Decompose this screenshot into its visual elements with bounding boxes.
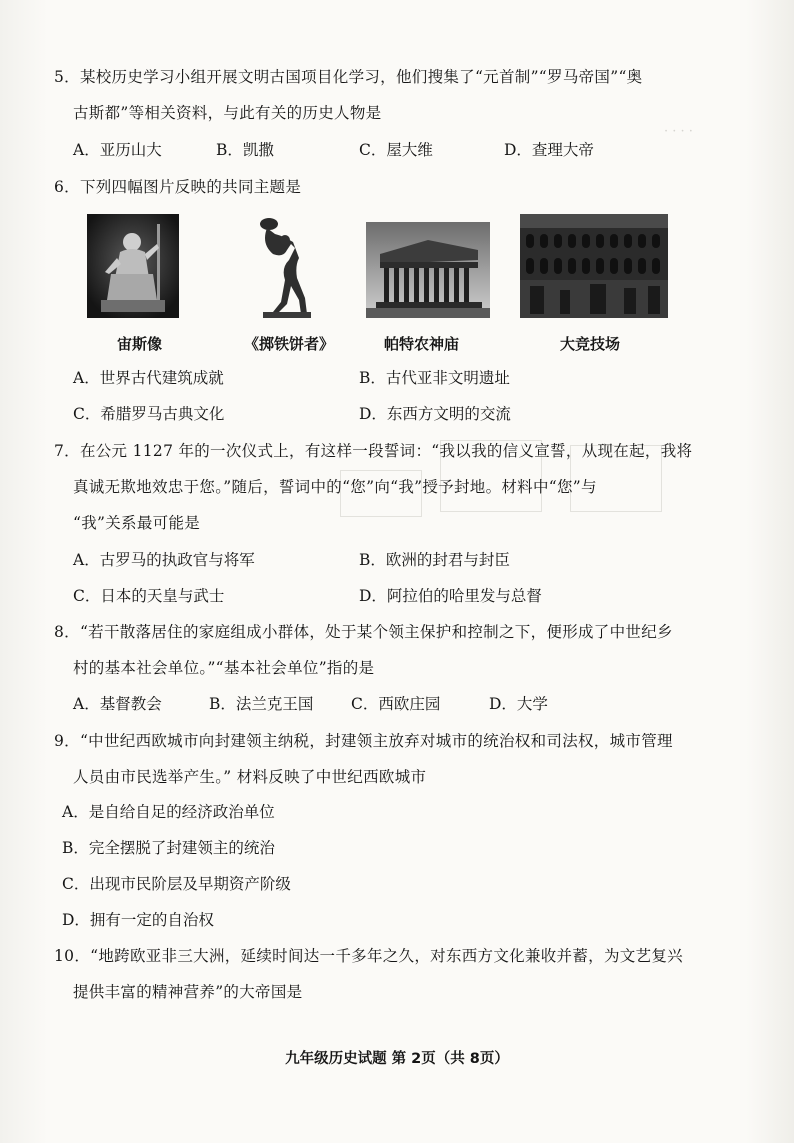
- parthenon-image: [366, 222, 490, 318]
- question-10-stem-line-1: 10．“地跨欧亚非三大洲，延续时间达一千多年之久，对东西方文化兼收并蓄，为文艺复兴: [54, 947, 683, 965]
- question-9-stem-line-1: 9．“中世纪西欧城市向封建领主纳税，封建领主放弃对城市的统治权和司法权，城市管理: [54, 732, 673, 750]
- page-footer: 九年级历史试题 第 2页（共 8页）: [285, 1051, 509, 1067]
- question-5-option-c[interactable]: C．屋大维: [359, 141, 433, 159]
- question-6-option-b[interactable]: B．古代亚非文明遗址: [359, 369, 510, 387]
- question-10-stem-line-2: 提供丰富的精神营养”的大帝国是: [73, 983, 303, 1001]
- question-9-option-a[interactable]: A．是自给自足的经济政治单位: [62, 803, 275, 821]
- question-6-stem: 6．下列四幅图片反映的共同主题是: [54, 178, 302, 196]
- bleed-through-text: · · · ·: [664, 124, 693, 139]
- question-7-stem-line-2: 真诚无欺地效忠于您。”随后，誓词中的“您”向“我”授予封地。材料中“您”与: [73, 478, 597, 496]
- question-6-option-a[interactable]: A．世界古代建筑成就: [73, 369, 224, 387]
- question-8-stem-line-1: 8．“若干散落居住的家庭组成小群体，处于某个领主保护和控制之下，便形成了中世纪乡: [54, 623, 673, 641]
- question-6-option-d[interactable]: D．东西方文明的交流: [359, 405, 511, 423]
- question-7-option-c[interactable]: C．日本的天皇与武士: [73, 587, 225, 605]
- question-5-option-b[interactable]: B．凯撒: [216, 141, 274, 159]
- question-8-stem-line-2: 村的基本社会单位。”“基本社会单位”指的是: [73, 659, 375, 677]
- question-7-stem-line-3: “我”关系最可能是: [73, 514, 201, 532]
- caption-zeus-statue: 宙斯像: [117, 335, 163, 353]
- question-7-option-b[interactable]: B．欧洲的封君与封臣: [359, 551, 510, 569]
- discobolus-image: [247, 214, 313, 320]
- question-5-option-a[interactable]: A．亚历山大: [73, 141, 162, 159]
- caption-colosseum: 大竞技场: [560, 335, 621, 353]
- question-5-stem-line-1: 5．某校历史学习小组开展文明古国项目化学习，他们搜集了“元首制”“罗马帝国”“奥: [54, 68, 643, 86]
- caption-parthenon: 帕特农神庙: [384, 335, 460, 353]
- question-8-option-d[interactable]: D．大学: [489, 695, 548, 713]
- question-8-option-c[interactable]: C．西欧庄园: [351, 695, 441, 713]
- question-6-option-c[interactable]: C．希腊罗马古典文化: [73, 405, 225, 423]
- question-9-option-d[interactable]: D．拥有一定的自治权: [62, 911, 214, 929]
- question-7-stem-line-1: 7．在公元 1127 年的一次仪式上，有这样一段誓词：“我以我的信义宣誓，从现在起，我将: [54, 442, 693, 460]
- zeus-statue-image: [87, 214, 179, 318]
- question-9-option-b[interactable]: B．完全摆脱了封建领主的统治: [62, 839, 275, 857]
- question-5-option-d[interactable]: D．查理大帝: [504, 141, 594, 159]
- question-7-option-d[interactable]: D．阿拉伯的哈里发与总督: [359, 587, 542, 605]
- question-5-stem-line-2: 古斯都”等相关资料，与此有关的历史人物是: [73, 104, 382, 122]
- caption-discobolus: 《掷铁饼者》: [244, 335, 335, 353]
- colosseum-image: [520, 214, 668, 318]
- question-8-option-b[interactable]: B．法兰克王国: [209, 695, 314, 713]
- question-8-option-a[interactable]: A．基督教会: [73, 695, 162, 713]
- question-9-stem-line-2: 人员由市民选举产生。” 材料反映了中世纪西欧城市: [73, 768, 427, 786]
- question-9-option-c[interactable]: C．出现市民阶层及早期资产阶级: [62, 875, 291, 893]
- question-7-option-a[interactable]: A．古罗马的执政官与将军: [73, 551, 255, 569]
